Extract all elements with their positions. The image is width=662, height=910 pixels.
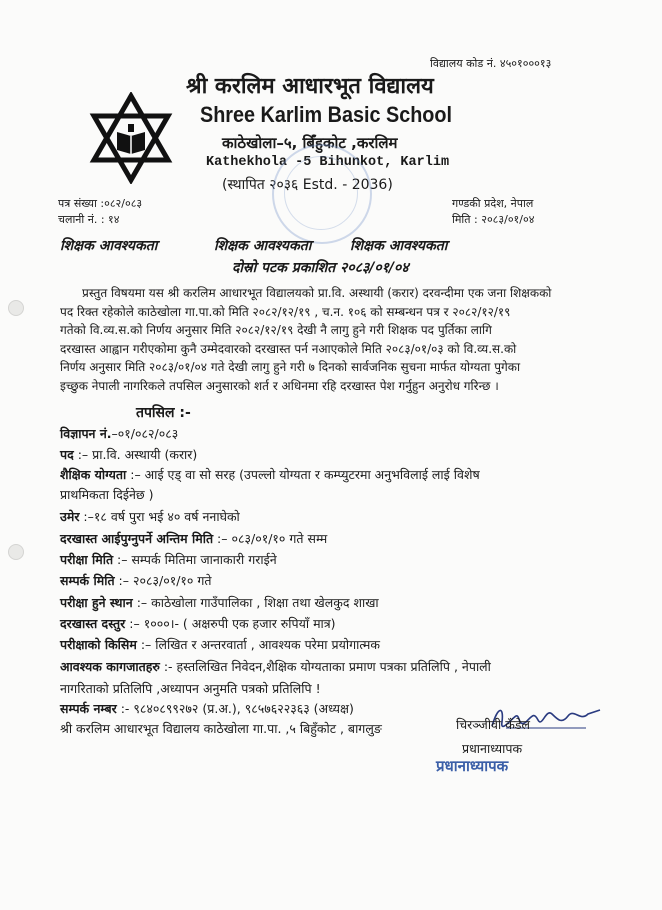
established-year: (स्थापित २०३६ Estd. - 2036) xyxy=(222,177,393,193)
detail-deadline: दरखास्त आईपुग्नुपर्ने अन्तिम मिति :– ०८३/०१/१० गते सम्म xyxy=(60,531,328,546)
detail-contact-date: सम्पर्क मिति :– २०८३/०१/१० गते xyxy=(60,573,212,588)
body-line: इच्छुक नेपाली नागरिकले तपसिल अनुसारको शर्त र अधिनमा रहि दरखास्त पेश गर्नुहुन अनुरोध गरिन्छ । xyxy=(60,378,499,393)
body-line: गतेको वि.व्य.स.को निर्णय अनुसार मिति २०८२/१२/१९ देखी नै लागु हुने गरी शिक्षक पद पुर्तिका लागि xyxy=(60,323,492,338)
notice-body xyxy=(60,284,620,396)
signatory-designation: प्रधानाध्यापक xyxy=(462,741,523,756)
vacancy-heading: शिक्षक आवश्यकता xyxy=(214,238,312,254)
vacancy-heading: शिक्षक आवश्यकता xyxy=(350,238,448,254)
school-name-nepali: श्री करलिम आधारभूत विद्यालय xyxy=(186,74,434,99)
detail-age: उमेर :–१८ वर्ष पुरा भई ४० वर्ष ननाघेको xyxy=(60,509,240,524)
body-line: प्रस्तुत विषयमा यस श्री करलिम आधारभूत विद्यालयको प्रा.वि. अस्थायी (करार) दरवन्दीमा एक जना शिक्षकको xyxy=(82,286,552,300)
province: गण्डकी प्रदेश, नेपाल xyxy=(452,197,534,210)
detail-application-fee: दरखास्त दस्तुर :– १०००।- ( अक्षरुपी एक हजार रुपियाँ मात्र) xyxy=(60,616,336,631)
dispatch-number: चलानी नं. : १४ xyxy=(58,213,120,226)
principal-stamp: प्रधानाध्यापक xyxy=(436,757,509,775)
body-line: दरखास्त आह्वान गरीएकोमा कुनै उम्मेदवारको दरखास्त पर्न नआएकोले मिति २०८३/०१/०३ को वि.व्य.स.को xyxy=(60,341,517,356)
school-address-nepali: काठेखोला–५, बिँहुकोट ,करलिम xyxy=(222,134,398,152)
punch-hole xyxy=(8,300,24,316)
punch-hole xyxy=(8,544,24,560)
signatory-name: चिरञ्जीवी कँडेल xyxy=(456,717,530,732)
second-publication-heading: दोस्रो पटक प्रकाशित २०८३/०१/०४ xyxy=(232,260,409,276)
detail-exam-type: परीक्षाको किसिम :– लिखित र अन्तरवार्ता , आवश्यक परेमा प्रयोगात्मक xyxy=(60,637,380,652)
detail-exam-venue: परीक्षा हुने स्थान :– काठेखोला गाउँपालिका , शिक्षा तथा खेलकुद शाखा xyxy=(60,595,379,610)
body-line: निर्णय अनुसार मिति २०८३/०१/०४ गते देखी लागु हुने गरी ७ दिनको सार्वजनिक सुचना मार्फत योग्यता पुगेका xyxy=(60,360,521,375)
detail-advertisement-number: विज्ञापन नं.–०१/०८२/०८३ xyxy=(60,426,179,441)
detail-qualification: शैक्षिक योग्यता :– आई एड् वा सो सरह (उपल्लो योग्यता र कम्प्युटरमा अनुभविलाई लाई विशेष xyxy=(60,467,480,482)
detail-contact-number: सम्पर्क नम्बर :- ९८४०८९९२७२ (प्र.अ.), ९८५७६२२३६३ (अध्यक्ष) xyxy=(60,701,354,716)
detail-required-documents-cont: नागरिताको प्रतिलिपि ,अध्यापन अनुमति पत्रको प्रतिलिपि ! xyxy=(60,681,321,696)
detail-post: पद :– प्रा.वि. अस्थायी (करार) xyxy=(60,447,198,462)
school-name-english: Shree Karlim Basic School xyxy=(200,102,452,127)
school-logo-icon xyxy=(88,92,174,184)
letter-date: मिति : २०८३/०१/०४ xyxy=(452,213,535,226)
school-address-english: Kathekhola -5 Bihunkot, Karlim xyxy=(206,155,450,170)
footer-address: श्री करलिम आधारभूत विद्यालय काठेखोला गा.पा. ,५ बिहुँकोट , बागलुङ xyxy=(60,721,382,736)
tapasil-heading: तपसिल :- xyxy=(136,405,191,421)
body-line: पद रिक्त रहेकोले काठेखोला गा.पा.को मिति २०८२/१२/१९ , च.न. १०६ को सम्बन्धन पत्र र २०८२/१२/१९ xyxy=(60,304,511,319)
detail-qualification-cont: प्राथमिकता दिईनेछ ) xyxy=(60,487,154,502)
detail-exam-date: परीक्षा मिति :– सम्पर्क मितिमा जानाकारी गराईने xyxy=(60,552,277,567)
school-code: विद्यालय कोड नं. ४५०१०००१३ xyxy=(430,57,552,70)
letter-number: पत्र संख्या :०८२/०८३ xyxy=(58,197,143,210)
vacancy-heading: शिक्षक आवश्यकता xyxy=(60,238,158,254)
detail-required-documents: आवश्यक कागजातहरु :- हस्तलिखित निवेदन,शैक्षिक योग्यताका प्रमाण पत्रका प्रतिलिपि , नेपाली xyxy=(60,659,491,674)
rubber-stamp-faint xyxy=(272,144,372,244)
